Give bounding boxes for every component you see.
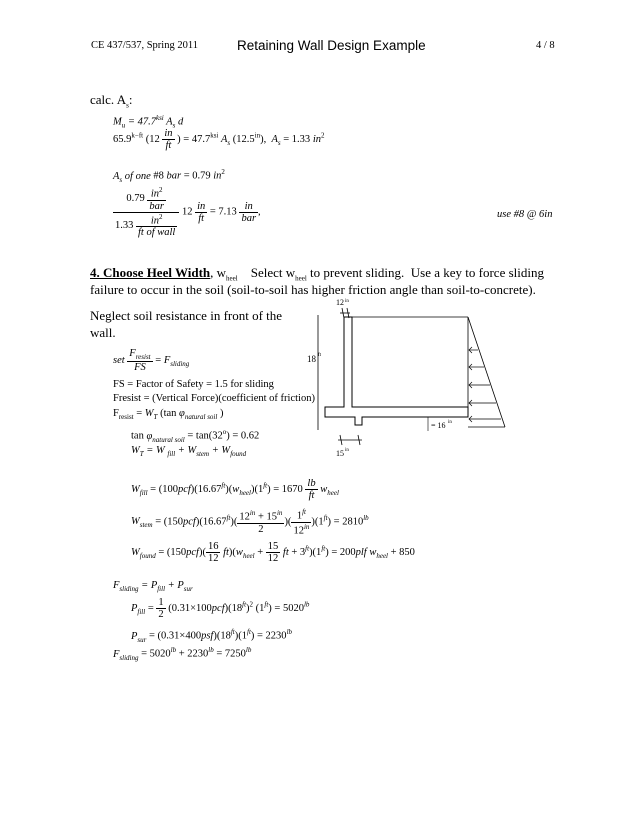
svg-text:ft: ft (318, 353, 322, 358)
wfound-equation: $W_{found} = (150pcf)$( $\frac{16}{12}$ $ft)(w_{heel}$ + $\frac{15}{12}$ ft + $3^{ft})(1^{ft}) = 200plf$ $w_{heel} + 850$ (131, 541, 415, 564)
neglect-text-line1: Neglect soil resistance in front of the (90, 308, 283, 323)
svg-text:in: in (345, 448, 349, 453)
section-heading-label: 4. Choose Heel Width (90, 265, 211, 280)
document-title: Retaining Wall Design Example (237, 38, 426, 53)
set-equation: set $\frac{F_{resist}}{FS}$ = $F_{sliding}$ (113, 348, 190, 374)
base-width-label: 15 (336, 449, 344, 458)
calc-as-label: calc. $A_s$: (90, 92, 133, 110)
key-label: = 16 (431, 421, 446, 430)
factor-of-safety: FS = Factor of Safety = 1.5 for sliding (113, 379, 274, 390)
course-label: CE 437/537, Spring 2011 (91, 40, 198, 51)
wfill-equation: $W_{fill} = (100pcf)(16.67^{ft})(w_{heel})(1^{ft}) = 1670$ $\frac{lb}{ft}$ $w_{heel}$ (131, 478, 339, 501)
use-bar-note: use #8 @ 6in (497, 209, 553, 220)
as-equation: $65.9^{k-ft}$ (12 $\frac{in}{ft}$ ) = $47.7^{ksi}$ $A_s$ $(12.5^{in})$, $A_s = 1.33$ $in^2$ (113, 128, 325, 151)
svg-text:in: in (448, 420, 452, 425)
spacing-equation: 0.79 $\frac{in^2}{\text{bar}}$ 1.33 $\frac{in^2}{\text{ft of wall}}$ 12 $\frac{in}{ft}$ = 7.13 $\frac{in}{\text{bar}}$ , (115, 186, 261, 238)
wstem-equation: $W_{stem} = (150pcf)(16.67^{ft})$( $\frac{12^{in} + 15^{in}}{2}$ )( $\frac{1^{ft}}{12^{in}}$ )$(1^{ft}) = 2810^{lb}$ (131, 508, 369, 536)
psur-equation: $P_{sur} = (0.31\times 400psf)(18^{ft})(1^{ft}) = 2230^{lb}$ (131, 628, 293, 644)
fresist-equation: $F_{resist} = W_T$ (tan $\varphi_{natural soil}$ ) (113, 408, 224, 422)
height-label: 18 (307, 354, 316, 364)
svg-text:in: in (345, 299, 349, 304)
moment-equation: $M_u = 47.7^{ksi}$ $A_s$ d (113, 114, 184, 130)
top-width-label: 12 (336, 298, 344, 307)
neglect-text-line2: wall. (90, 325, 116, 340)
retaining-wall-diagram (300, 295, 510, 465)
fresist-definition: Fresist = (Vertical Force)(coefficient of friction) (113, 393, 315, 404)
fsliding-equation: $F_{sliding} = P_{fill} + P_{sur}$ (113, 580, 193, 594)
section-text-line2: failure to occur in the soil (soil-to-soil has higher friction angle than soil-to-concrete). (90, 282, 536, 297)
wt-equation: $W_T = W$ $_{fill} + W_{stem} + W_{found}$ (131, 445, 247, 459)
tan-equation: $\tan \varphi_{natural soil} = \tan(32^o) = 0.62$ (131, 428, 260, 444)
bar-area-equation: $A_s$ of one #8 bar = 0.79 $in^2$ (113, 168, 225, 184)
pfill-equation: $P_{fill}$ = $\frac{1}{2}$ $(0.31\times 100pcf)(18^{ft})^2$ $(1^{ft}) = 5020^{lb}$ (131, 597, 310, 620)
page-number: 4 / 8 (536, 40, 555, 51)
fsliding-total-equation: $F_{sliding} = 5020^{lb} + 2230^{lb} = 7250^{lb}$ (113, 646, 252, 662)
section-heading: 4. Choose Heel Width, $w_{heel}$ Select $w_{heel}$ to prevent sliding. Use a key to force sliding (90, 265, 544, 283)
